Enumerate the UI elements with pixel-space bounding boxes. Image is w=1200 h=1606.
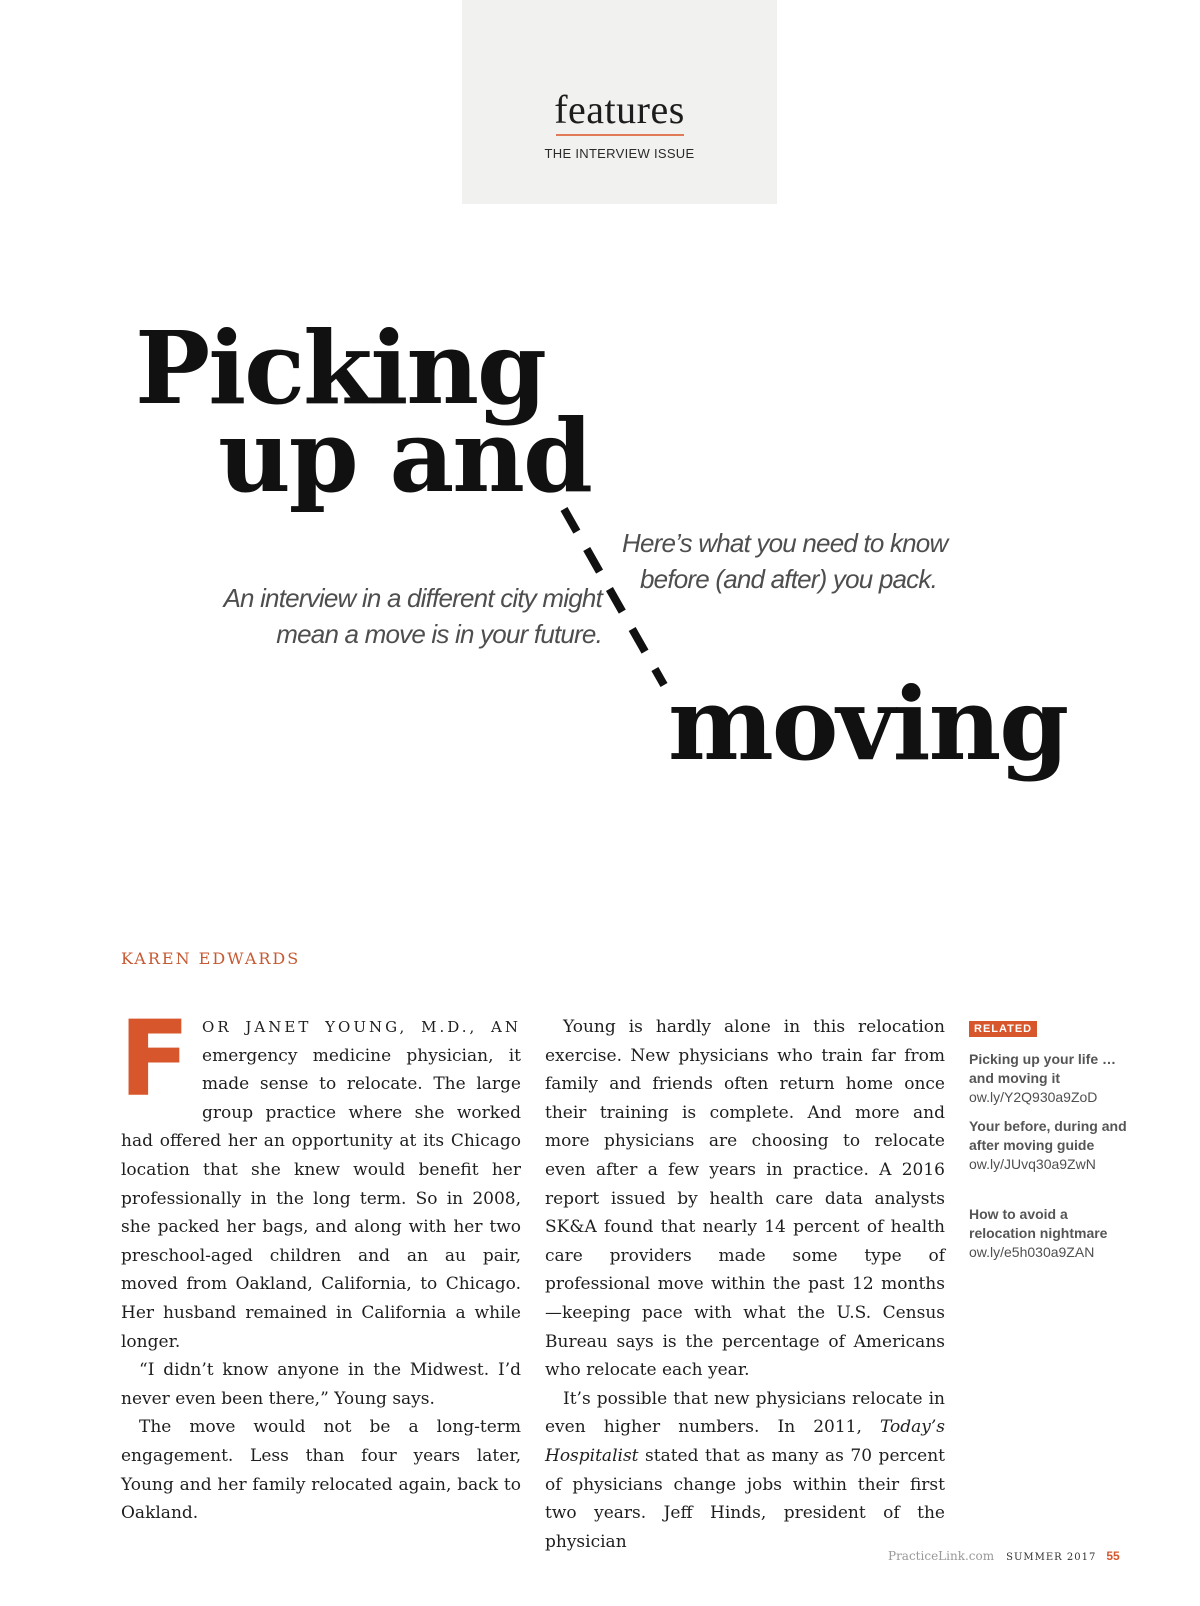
related-item-link[interactable]: ow.ly/Y2Q930a9ZoD bbox=[969, 1089, 1098, 1105]
related-item-title[interactable]: Picking up your life … and moving it bbox=[969, 1051, 1117, 1086]
byline: KAREN EDWARDS bbox=[121, 949, 301, 968]
body-paragraph: Young is hardly alone in this relocation exercise. New physicians who train far from family and friends often return home once their training is complete. And more and more physicians are choosing to relocate even after a few years in practice. A 2016 report issued by health care data analysts SK&A found that nearly 14 percent of health care providers made some type of professional move within the past 12 months—keeping pace with what the U.S. Census Bureau says is the percentage of Americans who relocate each year. bbox=[545, 1017, 945, 1381]
headline-line-3: moving bbox=[668, 665, 1068, 783]
related-item-link[interactable]: ow.ly/JUvq30a9ZwN bbox=[969, 1156, 1096, 1172]
section-header-box bbox=[462, 0, 777, 204]
paragraph-text: emergency medicine physician, it made sense to relocate. The large group practice where she worked had offered her an opportunity at its Chicago location that she knew would benefit her professionally in the long term. So in 2008, she packed her bags, and along with her two preschool-aged children and an au pair, moved from Oakland, California, to Chicago. Her husband remained in California a while longer. bbox=[121, 1045, 521, 1352]
deck-left-line-2: mean a move is in your future. bbox=[276, 619, 602, 649]
drop-cap: F bbox=[119, 998, 191, 1120]
related-item-title[interactable]: How to avoid a relocation nightmare bbox=[969, 1206, 1108, 1241]
related-item[interactable] bbox=[969, 1205, 1134, 1262]
page-number: 55 bbox=[1106, 1549, 1120, 1563]
section-title: features bbox=[554, 87, 685, 132]
body-paragraph bbox=[119, 998, 521, 1356]
headline-line-2: up and bbox=[218, 397, 591, 515]
lead-in: OR JANET YOUNG, M.D., AN bbox=[202, 1018, 521, 1036]
related-badge: RELATED bbox=[969, 1021, 1037, 1037]
related-item[interactable] bbox=[969, 1117, 1134, 1174]
paragraph-text: It’s possible that new physicians relocate in even higher numbers. In 2011, bbox=[545, 1388, 945, 1438]
body-column-2 bbox=[545, 1013, 945, 1556]
footer-issue: SUMMER 2017 bbox=[1006, 1552, 1097, 1563]
related-item-link[interactable]: ow.ly/e5h030a9ZAN bbox=[969, 1244, 1095, 1260]
section-title-rule bbox=[556, 134, 684, 136]
related-item-title[interactable]: Your before, during and after moving guide bbox=[969, 1118, 1127, 1153]
page-footer bbox=[888, 1549, 1120, 1563]
deck-left bbox=[182, 580, 602, 652]
publication-name: Today’s Hospitalist bbox=[545, 1417, 945, 1466]
paragraph-text: stated that as many as 70 percent of physicians change jobs within their first two years. Jeff Hinds, president of the physician bbox=[545, 1445, 945, 1552]
section-subtitle: THE INTERVIEW ISSUE bbox=[544, 146, 695, 161]
body-paragraph: “I didn’t know anyone in the Midwest. I’d never even been there,” Young says. bbox=[121, 1360, 521, 1409]
footer-site: PracticeLink.com bbox=[888, 1549, 995, 1563]
body-column-1 bbox=[119, 998, 521, 1528]
headline-line-1: Picking bbox=[135, 309, 545, 427]
deck-right-line-2: before (and after) you pack. bbox=[640, 564, 938, 594]
related-item[interactable] bbox=[969, 1050, 1134, 1107]
body-paragraph bbox=[545, 1385, 945, 1557]
body-paragraph: The move would not be a long-term engagement. Less than four years later, Young and her family relocated again, back to Oakland. bbox=[121, 1417, 521, 1524]
deck-right-line-1: Here’s what you need to know bbox=[622, 528, 948, 558]
deck-right bbox=[622, 525, 948, 597]
deck-left-line-1: An interview in a different city might bbox=[223, 583, 602, 613]
